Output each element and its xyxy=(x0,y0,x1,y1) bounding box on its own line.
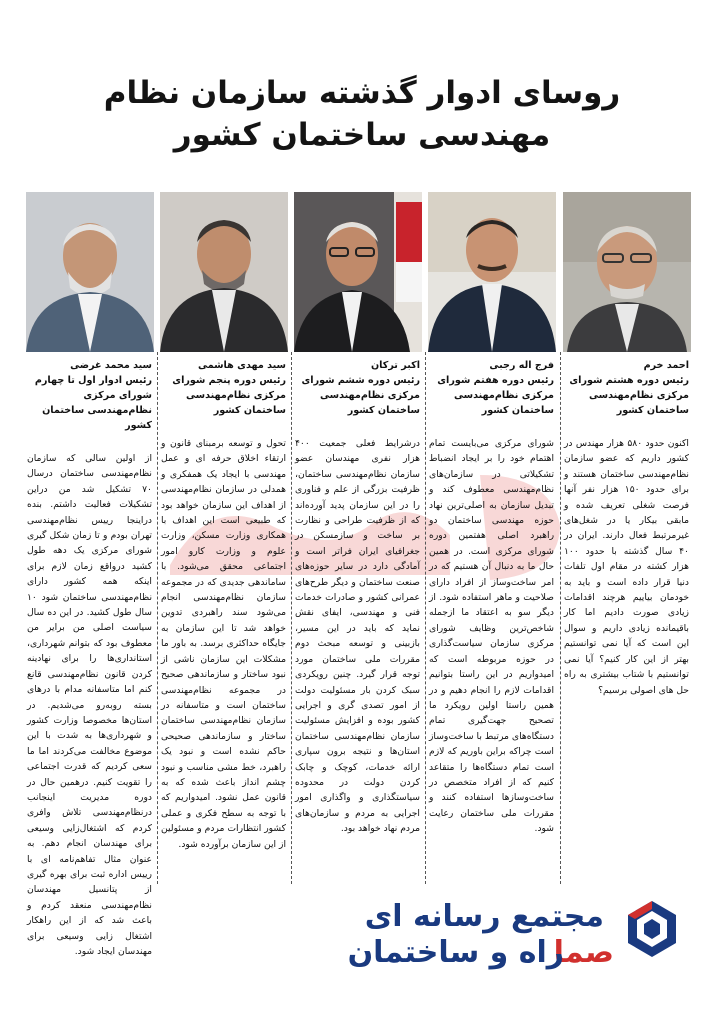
brand-block xyxy=(347,897,684,975)
person-name: اکبر ترکان xyxy=(370,360,420,371)
column-divider xyxy=(157,352,158,884)
brand-logo-icon xyxy=(620,897,684,961)
column-khorram xyxy=(563,192,691,698)
quote-text: از اولین سالی که سازمان نظام‌مهندسی ساختمان درسال ۷۰ تشکیل شد من دراین تشکیلات فعالیت داشتم. بنده دراینجا رییس نظام‌مهندسی تهران بودم و تا زمان شکل گیری شورای مرکزی یک دهه طول کشید درواقع زمان لازم برای اینکه همه کشور دارای نظام‌مهندسی ساختمان شود ۱۰ سال طول کشید. در این ده سال سیاست اصلی من برایر من معطوف بود که بتوانم شهرداری، استانداری‌ها را برای نهادینه کردن قانون نظام‌مهندسی قانع کنم اما متاسفانه مدام با درهای بسته روبه‌رو می‌شدیم. در استان‌ها مخصوصا وزارت کشور و شهرداری‌ها به شدت با این موضوع مخالفت می‌کردند اما ما سعی کردیم که قدرت اجتماعی را تقویت کنیم. درهمین حال در دوره مدیریت اینجانب درنظام‌مهندسی تلاش وافری کردم که اشتغال‌زایی وسیعی برای مهندسان انجام دهم. به عنوان مثال تفاهم‌نامه ای با رییس اداره ثبت برای بهره گیری از پتانسیل مهندسان نظام‌مهندسی منعقد کردم و باعث شد که از این راهکار اشتغال زایی وسیعی برای مهندسان ایجاد شود. xyxy=(27,453,152,957)
person-role: رئیس دوره پنجم شورای مرکزی نظام‌مهندسی ساختمان کشور xyxy=(172,375,286,416)
column-divider xyxy=(560,352,561,884)
person-name: سید مهدی هاشمی xyxy=(197,360,286,371)
portrait-torkan xyxy=(294,192,422,352)
brand-word: صما xyxy=(553,935,614,970)
column-hashemi xyxy=(160,192,288,852)
brand-subtitle: راه و ساختمان xyxy=(347,935,564,970)
column-gharazi xyxy=(26,192,154,959)
portrait-rajabi xyxy=(428,192,556,352)
portrait-khorram xyxy=(563,192,691,352)
person-role: رئیس دوره هشتم شورای مرکزی نظام‌مهندسی ساختمان کشور xyxy=(569,375,689,416)
person-name: سید محمد غرضی xyxy=(70,360,152,371)
column-torkan xyxy=(294,192,422,837)
quote-text: درشرایط فعلی جمعیت ۴۰۰ هزار نفری مهندسان عضو سازمان نظام‌مهندسی ساختمان، ظرفیت بزرگی از علم و فناوری را در این سازمان پدید آورده‌اند که از ظرفیت طراحی و نظارت بر ساخت و سازمسکن در جغرافیای ایران فراتر است و آمادگی دارد در سایر حوزه‌های صنعت ساختمان و دیگر طرح‌های عمرانی کشور و صادرات خدمات فنی و مهندسی، ایفای نقش نماید که باید در این مسیر، بازبینی و توسعه مبحث دوم مقررات ملی ساختمان مورد توجه قرار گیرد. چنین رویکردی سبک کردن بار مسئولیت دولت از امور تصدی گری و اجرایی کشور بوده و افزایش مسئولیت سازمان نظام‌مهندسی ساختمان استان‌ها و نتیجه برون سپاری ارائه خدمات، کوچک و چابک کردن دولت در محدوده سیاستگذاری و واگذاری امور اجرایی به مردم و سازمان‌های مردم نهاد خواهد بود. xyxy=(295,438,420,835)
portrait-hashemi xyxy=(160,192,288,352)
headline-line-2: مهندسی ساختمان کشور xyxy=(173,117,551,153)
portrait-gharazi xyxy=(26,192,154,352)
column-rajabi xyxy=(428,192,556,837)
column-divider xyxy=(291,352,292,884)
person-role: رئیس دوره ششم شورای مرکزی نظام‌مهندسی ساختمان کشور xyxy=(301,375,420,416)
column-divider xyxy=(425,352,426,884)
quote-text: اکنون حدود ۵۸۰ هزار مهندس در کشور داریم که عضو سازمان نظام‌مهندسی ساختمان هستند و برای حدود ۱۵۰ هزار نفر آنها فرصت شغلی تعریف شده و مابقی بیکار یا در شغل‌های غیرمرتبط فعال دارند. ایران در ۴۰ سال گذشته با حدود ۱۰۰ هزار کشته در مقام اول تلفات دنیا قرار داده است و باید به خودمان بیاییم هرچند اقدامات زیادی صورت دادیم اما کار باقیمانده زیادی داریم و سوال این است که آیا نمی توانستیم بهتر از این کار کنیم؟ آیا نمی توانستیم با شتاب بیشتری به راه حل های اصولی برسیم؟ xyxy=(564,438,689,696)
person-role: رئیس ادوار اول تا چهارم شورای مرکزی نظام‌مهندسی ساختمان کشور xyxy=(34,375,152,431)
person-name: احمد خرم xyxy=(643,360,689,371)
headline-line-1: روسای ادوار گذشته سازمان نظام xyxy=(103,75,621,111)
person-name: فرج اله رجبی xyxy=(489,360,554,371)
headline xyxy=(40,72,684,156)
quote-text: تحول و توسعه برمبنای قانون و ارتقاء اخلاق حرفه ای و عمل مهندسی با ایجاد یک همفکری و همدلی در سازمان نظام‌مهندسی از اهداف این سازمان خواهد بود که طبیعی است این اهداف با همکاری وزارت مسکن، وزارت علوم و وزارت کارو امور اجتماعی محقق می‌شود. با ساماندهی جدیدی که در مجموعه سازمان نظام‌مهندسی انجام می‌شود سند راهبردی تدوین خواهد شد تا این سازمان به جایگاه حداکثری برسد. به باور ما مشکلات این سازمان ناشی از نبود ساختار و سازماندهی صحیح در مجموعه نظام‌مهندسی ساختمان است و متاسفانه در سازمان نظام‌مهندسی ساختمان ساختار و سازماندهی صحیحی حاکم نشده است و نبود یک راهبرد، خط مشی مناسب و نبود چشم انداز باعث شده که به قانون عمل نشود. امیدواریم که با توجه به سطح فکری و عملی کشور انتظارات مردم و مسئولین از این سازمان برآورده شود. xyxy=(161,438,286,850)
quote-text: شورای مرکزی می‌بایست تمام اهتمام خود را بر ایجاد انضباط تشکیلاتی در سازمان‌های نظام‌مهندسی معطوف کند و تبدیل سازمان به اصلی‌ترین نهاد حوزه مهندسی ساختمان دو راهبرد اصلی هفتمین دوره شورای مرکزی است. در همین حال ما به دنبال آن هستیم که در امر ساخت‌وساز از افراد دارای صلاحیت و ماهر استفاده شود. از دیگر سو به اعتقاد ما ازجمله شاخص‌ترین وظایف شورای مرکزی سازمان سیاست‌گذاری در حوزه مربوطه است که امیدواریم در این راستا بتوانیم اقدامات لازم را انجام دهیم و در همین راستا اولین رویکرد ما تصحیح جهت‌گیری تمام دستگاه‌های مرتبط با ساخت‌وساز است چراکه براین باوریم که لازم است تمام دستگاه‌ها را متقاعد کنیم که از افراد متخصص در ساخت‌وسازها استفاده کنند و مقررات ملی ساختمان رعایت شود. xyxy=(429,438,554,835)
brand-title: مجتمع رسانه ای xyxy=(364,899,604,934)
person-role: رئیس دوره هفتم شورای مرکزی نظام‌مهندسی ساختمان کشور xyxy=(437,375,554,416)
